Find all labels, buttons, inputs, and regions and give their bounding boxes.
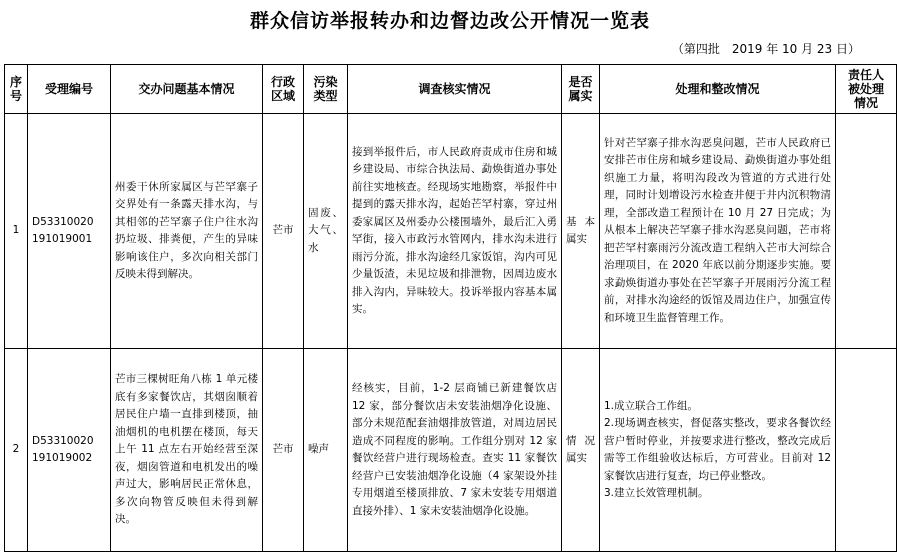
row-investigation: 接到举报件后，市人民政府责成市住房和城乡建设局、市综合执法局、勐焕街道办事处前往实地核查。经现场实地勘察，举报件中提到的露天排水沟，起始芒罕村寨，穿过州委家属区及州委办公楼围墙外，最后汇入勇罕街，接入市政污水管网内，排水沟未进行雨污分流，排水沟途经几家饭馆，沟内可见少量饭渣，未见垃圾和排泄物，因周边废水排入沟内，异味较大。投诉举报内容基本属实。: [348, 114, 562, 349]
row-seq: 1: [5, 114, 28, 349]
table-row: [5, 114, 897, 349]
header-region: 行政 区域: [263, 65, 304, 114]
row-issue: 芒市三棵树旺角八栋 1 单元楼底有多家餐饮店，其烟囱顺着居民住户墙一直排到楼顶，抽油烟机的电机摆在楼顶，每天上午 11 点左右开始经营至深夜，烟囱管道和电机发出的噪声过大，影响居民正常休息，多次向物管反映但未得到解决。: [111, 349, 263, 552]
row-accept-no: D53310020 191019002: [28, 349, 111, 552]
page-title: 群众信访举报转办和边督边改公开情况一览表: [249, 10, 650, 32]
row-verified: 情况属实: [562, 349, 600, 552]
header-pollution: 污染 类型: [304, 65, 348, 114]
batch-info: （第四批 2019 年 10 月 23 日）: [671, 42, 860, 56]
row-accountability: [836, 349, 897, 552]
header-accountability: 责任人 被处理 情况: [836, 65, 897, 114]
header-verified: 是否 属实: [562, 65, 600, 114]
row-handling: 1.成立联合工作组。 2.现场调查核实，督促落实整改，要求各餐饮经营户暂时停业，并按要求进行整改，整改完成后需等工作组验收达标后，方可营业。目前对 12 家餐饮店进行复查，均已停业整改。 3.建立长效管理机制。: [600, 349, 836, 552]
row-handling: 针对芒罕寨子排水沟恶臭问题，芒市人民政府已安排芒市住房和城乡建设局、勐焕街道办事处组织施工力量，将明沟段改为管道的方式进行处理，同时计划增设污水检查井便于井内沉积物清理，全部改造工程预计在 10 月 27 日完成；为从根本上解决芒罕寨子排水沟恶臭问题，芒市将把芒罕村寨雨污分流改造工程纳入芒市大河综合治理项目，在 2020 年底以前分期逐步实施。要求勐焕街道办事处在芒罕寨子开展雨污分流工程前，对排水沟途经的饭馆及周边住户，加强宣传和环境卫生监督管理工作。: [600, 114, 836, 349]
row-pollution: 噪声: [304, 349, 348, 552]
row-issue: 州委干休所家属区与芒罕寨子交界处有一条露天排水沟，与其相邻的芒罕寨子住户往水沟扔垃圾、排粪便，产生的异味影响该住户，多次向相关部门反映未得到解决。: [111, 114, 263, 349]
header-row: [5, 65, 897, 114]
header-issue: 交办问题基本情况: [111, 65, 263, 114]
row-seq: 2: [5, 349, 28, 552]
row-investigation: 经核实，目前，1-2 层商铺已新建餐饮店 12 家，部分餐饮店未安装油烟净化设施、部分未规范配套油烟排放管道，对周边居民造成不同程度的影响。工作组分别对 12 家餐饮经营户进行现场检查。查实 11 家餐饮经营户已安装油烟净化设施（4 家架设外挂专用烟道至楼顶排放、7 家未安装专用烟道直接外排）、1 家未安装油烟净化设施。: [348, 349, 562, 552]
header-investigation: 调查核实情况: [348, 65, 562, 114]
row-pollution: 固废、大气、水: [304, 114, 348, 349]
row-accountability: [836, 114, 897, 349]
row-accept-no: D53310020 191019001: [28, 114, 111, 349]
table-row: [5, 349, 897, 552]
header-accept-no: 受理编号: [28, 65, 111, 114]
row-verified: 基本属实: [562, 114, 600, 349]
row-region: 芒市: [263, 349, 304, 552]
row-region: 芒市: [263, 114, 304, 349]
header-handling: 处理和整改情况: [600, 65, 836, 114]
header-seq: 序 号: [5, 65, 28, 114]
disclosure-table: [4, 64, 897, 552]
